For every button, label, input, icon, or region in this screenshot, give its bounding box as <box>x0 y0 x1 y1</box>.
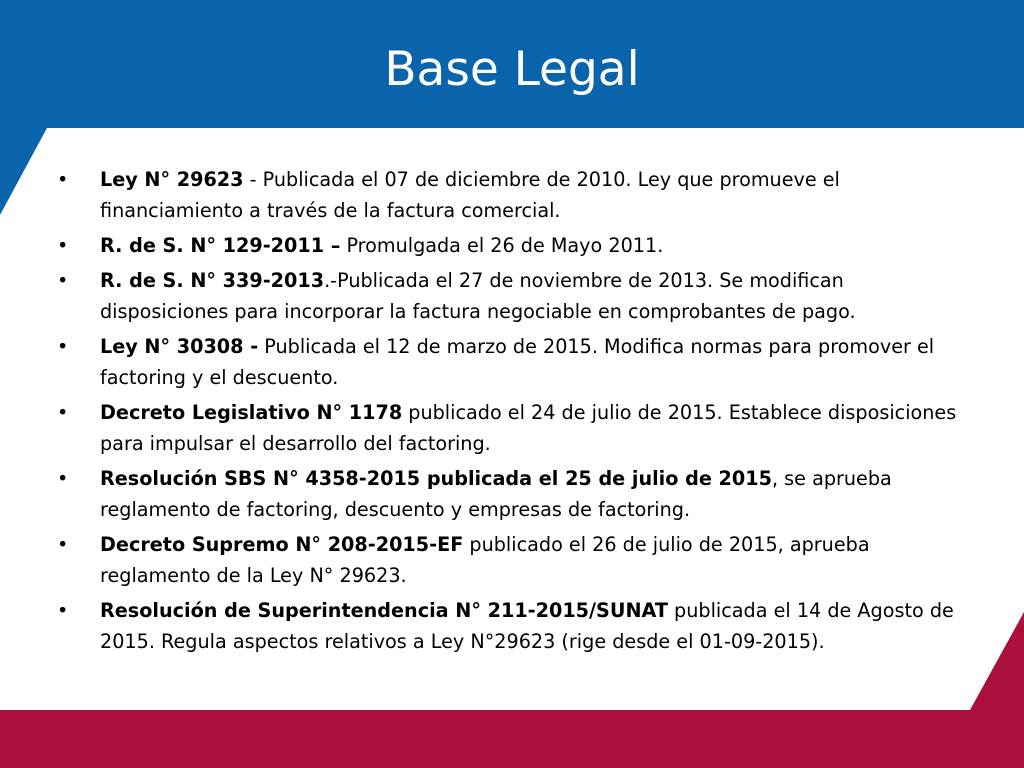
bullet-bold-text: Resolución SBS N° 4358-2015 publicada el 25 de julio de 2015 <box>100 467 772 490</box>
bullet-icon: • <box>57 168 69 191</box>
bullet-bold-text: R. de S. N° 339-2013 <box>100 269 325 292</box>
bullet-icon: • <box>57 401 69 424</box>
bullet-text: , se aprueba reglamento de factoring, descuento y empresas de factoring. <box>100 467 892 521</box>
bullet-icon: • <box>57 335 69 358</box>
footer-band <box>0 710 1024 768</box>
bullet-bold-text: Ley N° 29623 <box>100 168 244 191</box>
bullet-icon: • <box>57 467 69 490</box>
list-item <box>57 230 972 261</box>
bullet-bold-text: Decreto Supremo N° 208-2015-EF <box>100 533 464 556</box>
bullet-text: - Publicada el 07 de diciembre de 2010. Ley que promueve el financiamiento a través de la factura comercial. <box>100 168 840 222</box>
bullet-bold-text: R. de S. N° 129-2011 – <box>100 234 341 257</box>
footer-band-diagonal <box>970 612 1024 710</box>
bullet-icon: • <box>57 533 69 556</box>
bullet-bold-text: Resolución de Superintendencia N° 211-2015/SUNAT <box>100 599 668 622</box>
list-item <box>57 164 972 226</box>
bullet-bold-text: Decreto Legislativo N° 1178 <box>100 401 403 424</box>
list-item <box>57 331 972 393</box>
list-item <box>57 463 972 525</box>
list-item <box>57 595 972 657</box>
bullet-text: Promulgada el 26 de Mayo 2011. <box>340 234 664 257</box>
bullet-text: publicada el 14 de Agosto de 2015. Regula aspectos relativos a Ley N°29623 (rige desde el 01-09-2015). <box>100 599 954 653</box>
bullet-text: publicado el 26 de julio de 2015, aprueba reglamento de la Ley N° 29623. <box>100 533 870 587</box>
bullet-icon: • <box>57 599 69 622</box>
list-item <box>57 529 972 591</box>
bullet-text: Publicada el 12 de marzo de 2015. Modifica normas para promover el factoring y el descuento. <box>100 335 935 389</box>
bullet-icon: • <box>57 234 69 257</box>
list-item <box>57 397 972 459</box>
bullet-text: publicado el 24 de julio de 2015. Establece disposiciones para impulsar el desarrollo del factoring. <box>100 401 957 455</box>
list-item <box>57 265 972 327</box>
bullet-list <box>57 164 972 661</box>
bullet-icon: • <box>57 269 69 292</box>
bullet-text: .-Publicada el 27 de noviembre de 2013. Se modifican disposiciones para incorporar la factura negociable en comprobantes de pago. <box>100 269 856 323</box>
slide-title: Base Legal <box>384 42 640 97</box>
bullet-bold-text: Ley N° 30308 - <box>100 335 259 358</box>
